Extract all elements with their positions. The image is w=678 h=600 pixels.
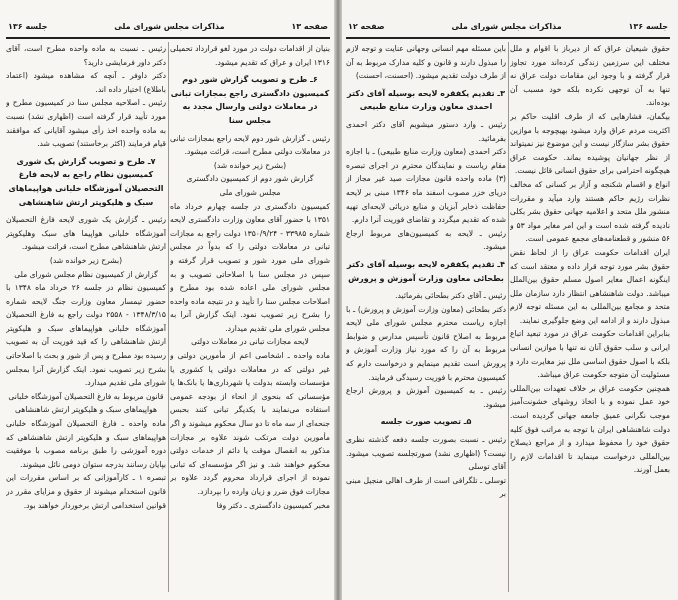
paragraph: ماده واحده ـ فارغ التحصیلان آموزشگاه خلبانی هواپیماهای سبک و هلیکوپتر ارتش شاهنشاهی که دوره آموزشی را طبق برنامه مصوب با موفقیت بپایان رسانند بدرجه ستوان دومی نائل میشوند. [6, 419, 166, 469]
centered-line: (بشرح زیر خوانده شد) [49, 255, 123, 265]
page-header [348, 22, 668, 36]
centered-line: مجلس شورای ملی [219, 187, 281, 197]
header-rule [346, 37, 670, 39]
centered-line: گزارش از کمیسیون نظام مجلس شورای ملی [14, 269, 158, 279]
paragraph: مخبر کمیسیون دادگستری ـ دکتر وفا [216, 500, 330, 510]
section-heading: ۳ـ تقدیم یکفقره لایحه بوسیله آقای دکتر احمدی معاون وزارت منابع طبیعی [346, 88, 506, 112]
centered-line: (بشرح زیر خوانده شد) [213, 160, 287, 170]
page-header [8, 22, 328, 36]
paragraph: حقوق شیعیان عراق که از دیرباز با اقوام و ملل مختلف این سرزمین زندگی کرده‌اند مورد تجاوز قرار گرفته و با وجود این مقامات دولت عراق نه تنها به آن توجهی نکرده بلکه خود مسبب آن بوده‌اند. [510, 44, 670, 108]
centered-line: گزارش شور دوم از کمیسیون دادگستری [186, 174, 314, 184]
section-heading: ۷ـ طرح و تصویب گزارش یک شوری کمیسیون نظام راجع به لایحه فارغ التحصیلان آموزشگاه خلبانی هواپیماهای سبک و هلیکوپتر ارتش شاهنشاهی [8, 156, 164, 207]
paragraph: دکتر احمدی (معاون وزارت منابع طبیعی) ـ با اجازه مقام ریاست و نمایندگان محترم در اجرای تبصره (۳) ماده واحده قانون مجازات صید غیر مجاز از دریای خزر مصوب اسفند ماه ۱۳۴۶ مبنی بر لایحه حفاظت ذخایر آبزیان و منابع دریائی لایحه‌ای تهیه شده که تقدیم میگردد و تقاضای فوریت آنرا دارم. [346, 147, 506, 225]
paragraph: رئیس ـ لایحه به کمیسیون‌های مربوط ارجاع میشود. [346, 228, 506, 252]
header-rule [6, 37, 330, 39]
paragraph: بنابراین اقدامات حکومت عراق در مورد تبعید اتباع ایرانی و سلب حقوق آنان نه تنها با موازین انسانی بلکه با اصول حقوق اساسی ملل نیز مغایرت دارد و مسئولیت آن متوجه حکومت عراق میباشد. [510, 329, 670, 380]
column-divider [508, 42, 509, 592]
paragraph: انواع و اقسام شکنجه و آزار بر کسانی که مخالف نظرات رژیم حاکم هستند وارد میآید و مقررات منشور ملل متحد و اعلامیه جهانی حقوق بشر بکلی نادیده گرفته شده است و این امر مغایر مواد ۵۳ و ۵۶ منشور و قطعنامه‌های مجمع عمومی است. [510, 179, 670, 244]
paragraph: ماده واحده ـ اشخاصی اعم از مأمورین دولتی و غیر دولتی که در معاملات دولتی یا کشوری یا مؤسسات وابسته بدولت یا شهرداری‌ها یا بانک‌ها یا مؤسساتی که بنحوی از انحاء از بودجه عمومی استفاده می‌نمایند با یکدیگر تبانی کنند بحبس جنحه‌ای از سه ماه تا دو سال محکوم میشوند و اگر مأمورین دولت مرتکب شوند علاوه بر مجازات مذکور به انفصال موقت یا دائم از خدمات دولتی محکوم خواهند شد. و نیز اگر مؤسسه‌ای که تبانی نموده از اجرای قرارداد محروم گردد علاوه بر مجازات فوق ضرر و زیان وارده را بپردازد. [170, 351, 330, 496]
paragraph: همچنین حکومت عراق بر خلاف تعهدات بین‌المللی خود عمل نموده و با اتخاذ روشهای خشونت‌آمیز موجب نگرانی عمیق جامعه جهانی گردیده است. دولت شاهنشاهی ایران با توجه به مراتب فوق کلیه حقوق خود را محفوظ میدارد و از مراجع ذیصلاح بین‌المللی درخواست مینماید تا اقدامات لازم را بعمل آورند. [510, 383, 670, 475]
page-number: صفحه ۱۲ [348, 22, 385, 31]
column-divider [168, 42, 169, 592]
paragraph: دکتر بطحائی (معاون وزارت آموزش و پرورش) ـ با اجازه ریاست محترم مجلس شورای ملی لایحه مربوط به اصلاح قانون تأسیس مدارس و ضوابط مربوط به آن را که مورد نیاز وزارت آموزش و پرورش است تقدیم مینمایم و درخواست دارم که کمیسیون محترم با فوریت رسیدگی فرمایند. [346, 304, 506, 382]
left-page [0, 0, 336, 600]
paragraph: رئیس ـ نسبت بصورت جلسه دفعه گذشته نظری نیست؟ (اظهاری نشد) صورتجلسه تصویب میشود. آقای توسلی [346, 435, 506, 472]
section-heading: ۶ـ طرح و تصویب گزارش شور دوم کمیسیون دادگستری راجع بمجازات تبانی در معاملات دولتی وارسال مجدد به مجلس سنا [170, 75, 330, 125]
paragraph: کمیسیون دادگستری در جلسه چهارم خرداد ماه ۱۳۵۱ با حضور آقای معاون وزارت دادگستری لایحه شماره ۳۳۹۸۵ - ۱۳۵۰/۹/۲۴ دولت راجع به مجازات تبانی در معاملات دولتی را که بدواً در مجلس شورای ملی مورد شور و تصویب قرار گرفته و سپس در مجلس سنا با اصلاحاتی تصویب و به مجلس شورای ملی اعاده شده بود مطرح و اصلاحات مجلس سنا را تأیید و در نتیجه ماده واحده را بشرح زیر تصویب نمود. اینک گزارش آنرا به مجلس شورای ملی تقدیم میدارد. [170, 201, 330, 333]
paragraph: کمیسیون نظام در جلسه ۲۶ خرداد ماه ۱۳۴۸ با حضور تیمسار معاون وزارت جنگ لایحه شماره ۱۳۴۸/۳/۱۵ - ۲۵۵۸ دولت راجع به فارغ التحصیلان آموزشگاه خلبانی هواپیماهای سبک و هلیکوپتر ارتش شاهنشاهی را که قید فوریت آن به تصویب رسیده بود مطرح و پس از شور و بحث با اصلاحاتی بشرح زیر تصویب نمود. اینک گزارش آنرا بمجلس شورای ملی تقدیم میدارد. [6, 283, 166, 388]
paragraph: بنیان از اقدامات دولت در مورد لغو قرارداد تحمیلی ۱۳۱۶ ایران و عراق که تقدیم میشود. [170, 44, 330, 67]
paragraph: بیگمان، فشارهایی که از طرف اقلیت حاکم بر اکثریت مردم عراق وارد میشود بهیچوجه با موازین حقوق بشر سازگار نیست و این موضوع نیز نمیتواند از نظر جهانیان پوشیده بماند. حکومت عراق هیچگونه احترامی برای حقوق انسانی قائل نیست. [510, 111, 670, 176]
paragraph: رئیس ـ گزارش شور دوم لایحه راجع بمجازات تبانی در معاملات دولتی مطرح است، قرائت میشود. [170, 133, 330, 157]
left-column [6, 42, 166, 594]
paragraph: رئیس ـ آقای دکتر بطحائی بفرمائید. [395, 291, 506, 301]
paragraph: رئیس ـ به کمیسیون آموزش و پرورش ارجاع میشود. [346, 386, 506, 409]
book-gutter [334, 0, 342, 600]
session-number: جلسه ۱۳۶ [8, 22, 48, 31]
paragraph: رئیس ـ نسبت به ماده واحده مطرح است، آقای دکتر داور فرمایشی دارید؟ [6, 44, 166, 67]
section-heading: ۴ـ تقدیم یکفقره لایحه بوسیله آقای دکتر بطحائی معاون وزارت آموزش و پرورش [346, 259, 506, 283]
centered-line: قانون مربوط به فارغ التحصیلان آموزشگاه خلبانی هواپیماهای سبک و هلیکوپتر ارتش شاهنشاهی [8, 391, 164, 415]
paragraph: رئیس ـ اصلاحیه مجلس سنا در کمیسیون مطرح و مورد تأیید قرار گرفته است (اظهاری نشد) نسبت به ماده واحده اخذ رأی میشود آقایانی که موافقند قیام فرمایند (اکثر برخاستند) تصویب شد. [6, 98, 166, 149]
session-number: جلسه ۱۳۶ [628, 22, 668, 31]
running-title: مذاکرات مجلس شورای ملی [114, 22, 225, 31]
left-column [346, 42, 506, 594]
right-page [340, 0, 676, 600]
right-column [170, 42, 330, 594]
section-heading: ۵ـ تصویب صورت جلسه [380, 417, 472, 427]
paragraph: تبصره ۱ ـ کارآموزانی که بر اساس مقررات این قانون استخدام میشوند از حقوق و مزایای مقرر در قوانین استخدامی ارتش برخوردار خواهند بود. [6, 473, 166, 510]
paragraph: ایران اقدامات حکومت عراق را از لحاظ نقض حقوق بشر مورد توجه قرار داده و معتقد است که اینگونه اعمال مغایر اصول مسلم حقوق بین‌الملل میباشد. دولت شاهنشاهی انتظار دارد سازمان ملل متحد و مجامع بین‌المللی به این مسئله توجه لازم مبذول دارند و از ادامه این وضع جلوگیری نمایند. [510, 247, 670, 325]
paragraph: باین مسئله مهم انسانی وجهانی عنایت و توجه لازم را مبذول دارند و قانون و کلیه مدارک مربوط به آن از طرف دولت تقدیم میشود. (احسنت، احسنت) [346, 44, 506, 81]
paragraph: توسلی ـ تلگرافی است از طرف اهالی منجیل مبنی بر [346, 475, 506, 499]
centered-line: لایحه مجازات تبانی در معاملات دولتی [191, 337, 309, 347]
paragraph: رئیس ـ گزارش یک شوری لایحه فارغ التحصیلان آموزشگاه خلبانی هواپیما های سبک وهلیکوپتر ارتش شاهنشاهی مطرح است، قرائت میشود. [6, 215, 166, 252]
running-title: مذاکرات مجلس شورای ملی [451, 22, 562, 31]
right-column [510, 42, 670, 594]
paragraph: رئیس ـ وارد دستور میشویم آقای دکتر احمدی بفرمائید. [346, 119, 506, 143]
paragraph: دکتر داوفر ـ آنچه که مشاهده میشود (اعتماد باطلاع) اختیار داده اند. [6, 71, 166, 94]
page-number: صفحه ۱۳ [291, 22, 328, 31]
